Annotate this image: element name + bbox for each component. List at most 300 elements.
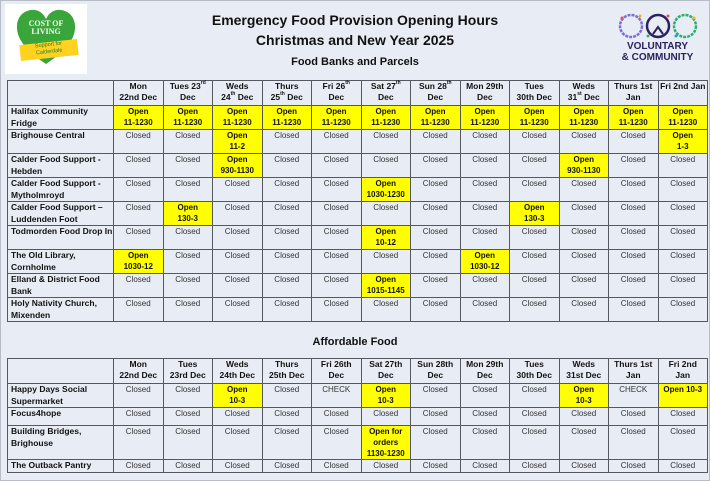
header-sup: th (395, 80, 401, 86)
cell-text: Closed (422, 461, 448, 470)
cell-open (361, 178, 411, 202)
column-header (658, 81, 708, 106)
provider-name: Building Bridges, Brighouse (8, 426, 114, 460)
cell-closed (262, 426, 312, 460)
cell-text: Closed (274, 299, 300, 308)
vac-line2: & COMMUNITY (621, 52, 694, 63)
cell-closed (114, 154, 164, 178)
cell-text: Closed (224, 299, 250, 308)
column-header (163, 81, 213, 106)
cell-closed (559, 130, 609, 154)
provider-name: The Old Library, Cornholme (8, 250, 114, 274)
logo-band1: Support for (34, 40, 63, 50)
cell-text: Closed (521, 251, 547, 260)
cell-closed (213, 274, 263, 298)
table-row (8, 178, 708, 202)
cell-text: Closed (323, 409, 349, 418)
cell-text: Closed (670, 409, 696, 418)
cell-text: Closed (373, 409, 399, 418)
cell-text: Closed (620, 155, 646, 164)
cell-closed (658, 274, 708, 298)
cell-text: Closed (422, 385, 448, 394)
cell-text: 130-3 (177, 214, 198, 223)
cell-text: Open (375, 107, 396, 116)
cell-closed (213, 202, 263, 226)
cell-text: Closed (670, 461, 696, 470)
header-line1: Fri 2nd Jan (660, 81, 706, 91)
cell-text: Closed (373, 131, 399, 140)
cell-closed (411, 460, 461, 473)
cell-closed (460, 226, 510, 250)
cell-closed (411, 130, 461, 154)
cell-text: Closed (175, 155, 201, 164)
provider-name: The Outback Pantry (8, 460, 114, 473)
cell-text: 11-1230 (569, 118, 599, 127)
column-header (312, 359, 362, 384)
cell-text: Closed (620, 409, 646, 418)
cell-text: Closed (175, 409, 201, 418)
cell-closed (510, 408, 560, 426)
cell-closed (510, 226, 560, 250)
column-header (460, 359, 510, 384)
cell-text: Closed (670, 227, 696, 236)
cell-text: Closed (620, 461, 646, 470)
cell-text: Open (425, 107, 446, 116)
cell-text: Open (474, 107, 495, 116)
cell-closed (411, 178, 461, 202)
cell-text: 1015-1145 (366, 286, 405, 295)
cell-closed (163, 130, 213, 154)
cell-text: 10-3 (229, 396, 246, 405)
cell-text: Closed (224, 203, 250, 212)
cell-text: Closed (125, 461, 151, 470)
cell-text: Open (375, 275, 396, 284)
cell-closed (559, 250, 609, 274)
affordable-food-table (7, 358, 708, 473)
table-row (8, 274, 708, 298)
cell-open (361, 384, 411, 408)
header-line2: Jan (675, 370, 691, 380)
cell-closed (163, 426, 213, 460)
cell-text: Closed (274, 131, 300, 140)
header-line1: Mon 29th (466, 359, 504, 369)
cell-closed (559, 178, 609, 202)
cell-text: Closed (620, 179, 646, 188)
provider-name: Brighouse Central (8, 130, 114, 154)
cell-closed (609, 408, 659, 426)
cell-closed (114, 384, 164, 408)
cell-text: Open (227, 131, 248, 140)
cell-text: Closed (670, 299, 696, 308)
header-sup: th (280, 91, 285, 97)
cell-text: Closed (620, 427, 646, 436)
table-row (8, 408, 708, 426)
column-header (114, 359, 164, 384)
cell-text: Closed (620, 275, 646, 284)
cell-text: Closed (670, 155, 696, 164)
cell-text: Closed (472, 179, 498, 188)
cell-closed (658, 250, 708, 274)
cell-text: CHECK (322, 385, 351, 394)
cell-text: Closed (175, 461, 201, 470)
logo-line1: COST OF (28, 19, 64, 28)
cell-text: Closed (521, 427, 547, 436)
cell-text: Closed (620, 227, 646, 236)
cell-closed (114, 408, 164, 426)
cell-text: Closed (323, 461, 349, 470)
cell-closed (213, 460, 263, 473)
cell-text: 930-1130 (567, 166, 601, 175)
header-line2: Dec (427, 92, 444, 102)
cell-closed (262, 130, 312, 154)
cell-text: Closed (571, 251, 597, 260)
column-header (609, 359, 659, 384)
cell-closed (559, 298, 609, 322)
cell-closed (510, 426, 560, 460)
cell-closed (163, 250, 213, 274)
cell-text: Closed (224, 251, 250, 260)
vac-circles-icon (618, 12, 698, 40)
cell-closed (163, 384, 213, 408)
header-line2: 30th Dec (516, 92, 552, 102)
cell-text: Closed (422, 131, 448, 140)
cell-text: 11-1230 (371, 118, 401, 127)
cell-text: Closed (274, 275, 300, 284)
logo-band2: Calderdale (35, 47, 63, 57)
cell-text: Closed (175, 427, 201, 436)
cell-text: Closed (670, 251, 696, 260)
column-header (658, 359, 708, 384)
cell-open (262, 106, 312, 130)
cell-closed (262, 274, 312, 298)
cell-text: Closed (175, 227, 201, 236)
cell-closed (361, 298, 411, 322)
header-line2: Dec (179, 92, 196, 102)
cell-text: Closed (373, 299, 399, 308)
cell-closed (213, 250, 263, 274)
cell-open (658, 130, 708, 154)
provider-name: Calder Food Support - Mytholmroyd (8, 178, 114, 202)
cell-text: Closed (472, 385, 498, 394)
header-line1: Thurs 1st (614, 359, 653, 369)
header-line2: Dec (427, 370, 444, 380)
cell-text: orders (373, 438, 399, 447)
header-line1: Sun 28 (418, 81, 447, 91)
cell-closed (361, 250, 411, 274)
table-row (8, 106, 708, 130)
cell-text: Open (128, 107, 149, 116)
cell-closed (460, 408, 510, 426)
cell-closed (361, 408, 411, 426)
cell-text: Closed (274, 461, 300, 470)
cell-open (163, 106, 213, 130)
header-line2: 24 (221, 92, 231, 102)
table-row (8, 384, 708, 408)
cell-text: Closed (175, 385, 201, 394)
cell-closed (114, 178, 164, 202)
cell-closed (510, 384, 560, 408)
header-line2: Dec (328, 92, 345, 102)
cell-text: Closed (274, 203, 300, 212)
cell-text: Open (573, 385, 594, 394)
cell-open (510, 106, 560, 130)
cell-text: Closed (521, 155, 547, 164)
cell-text: Closed (422, 155, 448, 164)
cell-closed (213, 426, 263, 460)
cell-open (361, 274, 411, 298)
cell-closed (658, 178, 708, 202)
cell-closed (361, 202, 411, 226)
cell-closed (312, 274, 362, 298)
logo-line2: LIVING (31, 27, 61, 36)
cell-closed (312, 202, 362, 226)
cell-text: 11-1230 (519, 118, 549, 127)
provider-name: Todmorden Food Drop In (8, 226, 114, 250)
cell-check (312, 384, 362, 408)
cell-text: Closed (472, 299, 498, 308)
cell-closed (411, 250, 461, 274)
provider-name: Happy Days Social Supermarket (8, 384, 114, 408)
cell-open (361, 226, 411, 250)
cell-closed (460, 154, 510, 178)
cell-closed (262, 226, 312, 250)
cell-text: Closed (274, 427, 300, 436)
cell-closed (163, 226, 213, 250)
cell-text: Closed (323, 203, 349, 212)
cell-text: Closed (521, 409, 547, 418)
cell-text: Open (326, 107, 347, 116)
cell-closed (411, 274, 461, 298)
header-line2: 22nd Dec (119, 92, 158, 102)
cell-closed (510, 130, 560, 154)
cell-closed (460, 298, 510, 322)
cell-text: Closed (224, 275, 250, 284)
voluntary-community-logo (610, 6, 705, 70)
cost-of-living-logo (5, 4, 87, 74)
table-row (8, 154, 708, 178)
provider-name: Elland & District Food Bank (8, 274, 114, 298)
header-line1: Mon (129, 81, 147, 91)
cell-text: Closed (472, 203, 498, 212)
cell-text: Closed (274, 155, 300, 164)
header-line2: 24th Dec (219, 370, 255, 380)
cell-text: 11-1230 (321, 118, 351, 127)
section1-heading: Food Banks and Parcels (291, 56, 419, 68)
table-row (8, 202, 708, 226)
cell-text: Open (524, 107, 545, 116)
provider-name: Calder Food Support – Luddenden Foot (8, 202, 114, 226)
cell-closed (361, 460, 411, 473)
cell-closed (163, 408, 213, 426)
header-corner (8, 81, 114, 106)
page-title (160, 10, 550, 50)
header-line2: Jan (625, 92, 641, 102)
cell-text: Closed (670, 275, 696, 284)
table-row (8, 250, 708, 274)
header-line1: Weds (572, 359, 596, 369)
cell-closed (658, 408, 708, 426)
cell-closed (312, 460, 362, 473)
cell-text: Open (227, 107, 248, 116)
column-header (262, 81, 312, 106)
cell-text: Closed (571, 203, 597, 212)
cell-closed (609, 250, 659, 274)
cell-text: Closed (422, 409, 448, 418)
cell-closed (163, 298, 213, 322)
table-row (8, 426, 708, 460)
cell-text: Closed (125, 203, 151, 212)
cell-text: Closed (224, 461, 250, 470)
cell-text: Open (276, 107, 297, 116)
cell-open (312, 106, 362, 130)
cell-text: Closed (175, 251, 201, 260)
cell-text: 11-1230 (173, 118, 203, 127)
column-header (163, 359, 213, 384)
cell-text: 11-1230 (272, 118, 302, 127)
column-header (114, 81, 164, 106)
cell-text: Closed (125, 179, 151, 188)
cell-text: Closed (521, 131, 547, 140)
cell-text: 11-1230 (618, 118, 648, 127)
cell-closed (114, 298, 164, 322)
cell-text: 11-1230 (470, 118, 500, 127)
header-line1: Fri 2nd (668, 359, 697, 369)
header-line1: Weds (225, 359, 249, 369)
cell-text: 930-1130 (220, 166, 254, 175)
cell-text: Closed (571, 299, 597, 308)
cell-text: Open (573, 107, 594, 116)
column-header (361, 359, 411, 384)
cell-closed (658, 460, 708, 473)
header-line1: Tues (524, 359, 544, 369)
column-header (559, 359, 609, 384)
cell-closed (361, 154, 411, 178)
cell-closed (658, 154, 708, 178)
cell-closed (559, 460, 609, 473)
header-line2: Jan (625, 370, 641, 380)
cell-closed (658, 426, 708, 460)
header-line1: Thurs (274, 359, 299, 369)
cell-closed (312, 426, 362, 460)
cell-closed (262, 202, 312, 226)
cell-closed (312, 298, 362, 322)
cell-closed (114, 130, 164, 154)
cell-closed (559, 274, 609, 298)
cell-closed (609, 178, 659, 202)
cell-closed (411, 202, 461, 226)
cell-text: Closed (175, 275, 201, 284)
cell-text: Closed (323, 179, 349, 188)
header-row (8, 81, 708, 106)
header-line2: 25 (270, 92, 281, 102)
header-line1: Mon 29th (466, 81, 504, 91)
cell-closed (510, 178, 560, 202)
cell-open (213, 130, 263, 154)
cell-open (114, 250, 164, 274)
cell-text: Closed (472, 427, 498, 436)
column-header (510, 359, 560, 384)
cell-closed (460, 178, 510, 202)
cell-text: 11-1230 (222, 118, 252, 127)
header-line2-suffix: Dec (235, 92, 254, 102)
cell-text: Open (623, 107, 644, 116)
header-line2: Dec (476, 370, 493, 380)
cell-text: Closed (571, 227, 597, 236)
cell-open (510, 202, 560, 226)
cell-closed (559, 426, 609, 460)
cell-text: Closed (125, 275, 151, 284)
header-line1: Weds (225, 81, 249, 91)
section2-heading: Affordable Food (312, 336, 398, 348)
cell-text: Closed (125, 385, 151, 394)
cell-text: Closed (422, 227, 448, 236)
cell-text: Closed (422, 299, 448, 308)
cell-closed (411, 426, 461, 460)
cell-text: Closed (274, 385, 300, 394)
cell-text: Open (672, 107, 693, 116)
cell-closed (163, 178, 213, 202)
cell-closed (609, 298, 659, 322)
cell-closed (312, 154, 362, 178)
cell-closed (411, 408, 461, 426)
cell-text: Closed (274, 251, 300, 260)
header-line2: 23rd Dec (169, 370, 206, 380)
provider-name: Halifax Community Fridge (8, 106, 114, 130)
cell-closed (559, 202, 609, 226)
cell-closed (411, 154, 461, 178)
cell-closed (312, 408, 362, 426)
cell-closed (658, 226, 708, 250)
header-sup: th (446, 80, 452, 86)
cell-open (163, 202, 213, 226)
header-line1: Sat 27th (369, 359, 403, 369)
cell-text: 11-1230 (420, 118, 450, 127)
cell-closed (559, 226, 609, 250)
cell-text: 10-3 (575, 396, 592, 405)
cell-text: Closed (323, 155, 349, 164)
cell-text: Closed (175, 179, 201, 188)
cell-open (361, 426, 411, 460)
cell-text: 10-3 (377, 396, 394, 405)
cell-text: Closed (472, 275, 498, 284)
cell-text: Closed (422, 427, 448, 436)
cell-text: Closed (620, 251, 646, 260)
cell-text: 1030-12 (123, 262, 153, 271)
cell-text: Closed (472, 131, 498, 140)
cell-closed (460, 130, 510, 154)
header-line1: Thurs (274, 81, 299, 91)
cell-open (114, 106, 164, 130)
cell-closed (262, 250, 312, 274)
cell-text: Closed (323, 227, 349, 236)
cell-text: Closed (620, 131, 646, 140)
cell-closed (262, 384, 312, 408)
header-line2: 31st Dec (566, 370, 602, 380)
header-row (8, 359, 708, 384)
cell-open (559, 384, 609, 408)
cell-text: Open (524, 203, 545, 212)
cell-text: Closed (175, 299, 201, 308)
cell-closed (510, 154, 560, 178)
cell-closed (213, 408, 263, 426)
header-line1: Tues (178, 359, 198, 369)
header-line2: Dec (328, 370, 345, 380)
cell-open (460, 250, 510, 274)
cell-closed (163, 460, 213, 473)
header-line1: Fri 26th (320, 359, 352, 369)
cell-text: Closed (125, 409, 151, 418)
column-header (262, 359, 312, 384)
